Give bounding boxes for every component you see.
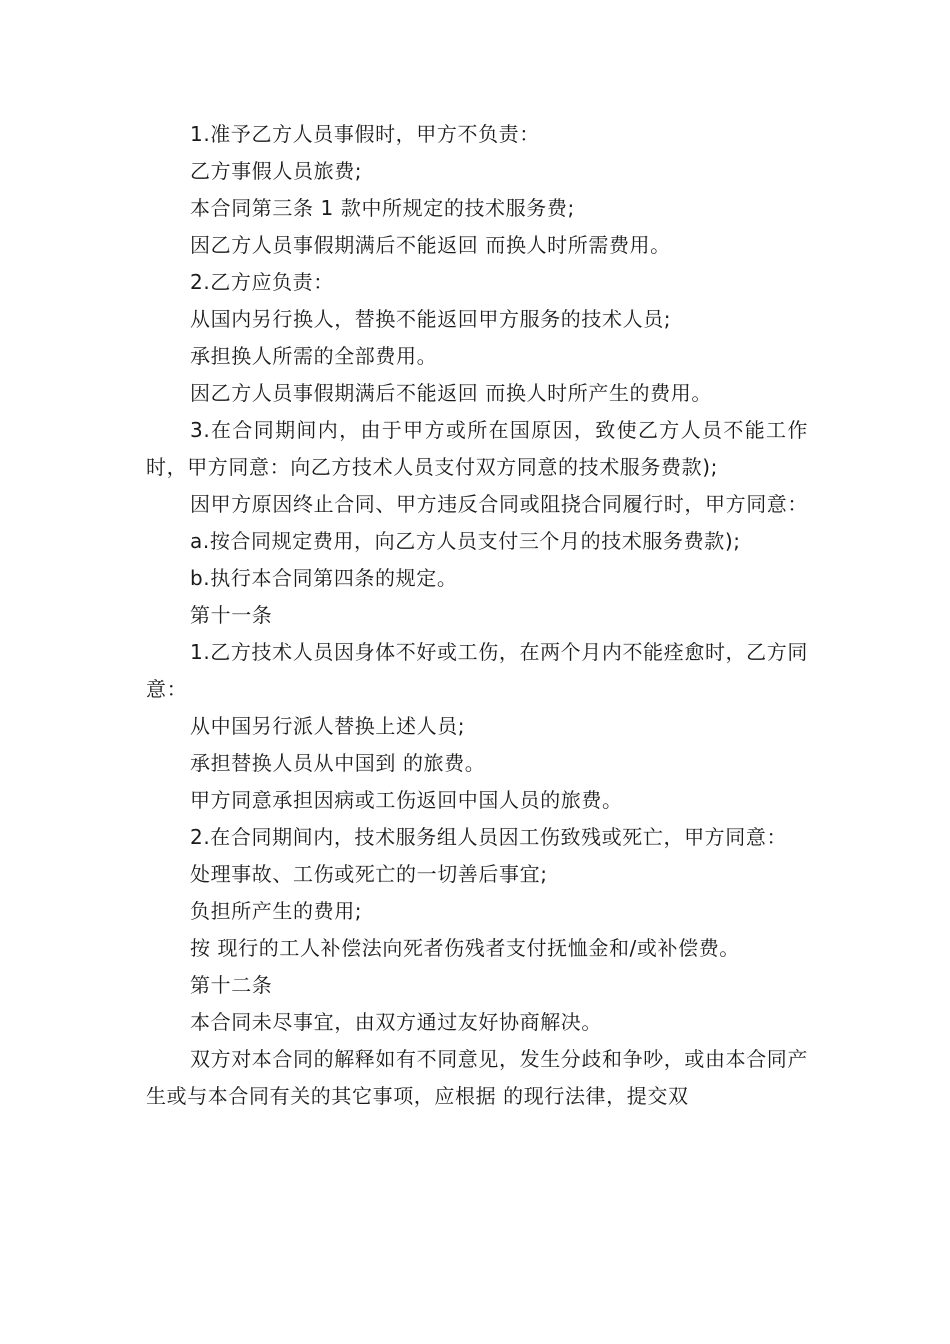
paragraph-1: 1.准予乙方人员事假时，甲方不负责：: [190, 122, 540, 146]
paragraph-14: 1.乙方技术人员因身体不好或工伤，在两个月内不能痊愈时，乙方同意：: [146, 640, 808, 701]
paragraph-4: 因乙方人员事假期满后不能返回 而换人时所需费用。: [190, 233, 671, 257]
article-heading-12: 第十二条: [190, 973, 273, 997]
paragraph-24: 双方对本合同的解释如有不同意见，发生分歧和争吵，或由本合同产生或与本合同有关的其它事项，应根据 的现行法律，提交双: [146, 1047, 808, 1108]
paragraph-5: 2.乙方应负责：: [190, 270, 334, 294]
paragraph-8: 因乙方人员事假期满后不能返回 而换人时所产生的费用。: [190, 381, 712, 405]
paragraph-12: b.执行本合同第四条的规定。: [190, 566, 458, 590]
paragraph-2: 乙方事假人员旅费;: [190, 159, 363, 183]
paragraph-19: 处理事故、工伤或死亡的一切善后事宜;: [190, 862, 548, 886]
paragraph-18: 2.在合同期间内，技术服务组人员因工伤致残或死亡，甲方同意：: [190, 825, 788, 849]
paragraph-3: 本合同第三条 1 款中所规定的技术服务费;: [190, 196, 575, 220]
paragraph-15: 从中国另行派人替换上述人员;: [190, 714, 466, 738]
document-body: [146, 116, 808, 1115]
paragraph-21: 按 现行的工人补偿法向死者伤残者支付抚恤金和/或补偿费。: [190, 936, 740, 960]
paragraph-10: 因甲方原因终止合同、甲方违反合同或阻挠合同履行时，甲方同意：: [190, 492, 808, 516]
paragraph-9: 3.在合同期间内，由于甲方或所在国原因，致使乙方人员不能工作时，甲方同意：向乙方技术人员支付双方同意的技术服务费款);: [146, 418, 808, 479]
article-heading-11: 第十一条: [190, 603, 273, 627]
paragraph-17: 甲方同意承担因病或工伤返回中国人员的旅费。: [190, 788, 623, 812]
paragraph-20: 负担所产生的费用;: [190, 899, 363, 923]
paragraph-16: 承担替换人员从中国到 的旅费。: [190, 751, 486, 775]
paragraph-6: 从国内另行换人，替换不能返回甲方服务的技术人员;: [190, 307, 672, 331]
paragraph-23: 本合同未尽事宜，由双方通过友好协商解决。: [190, 1010, 602, 1034]
paragraph-11: a.按合同规定费用，向乙方人员支付三个月的技术服务费款);: [190, 529, 741, 553]
paragraph-7: 承担换人所需的全部费用。: [190, 344, 438, 368]
